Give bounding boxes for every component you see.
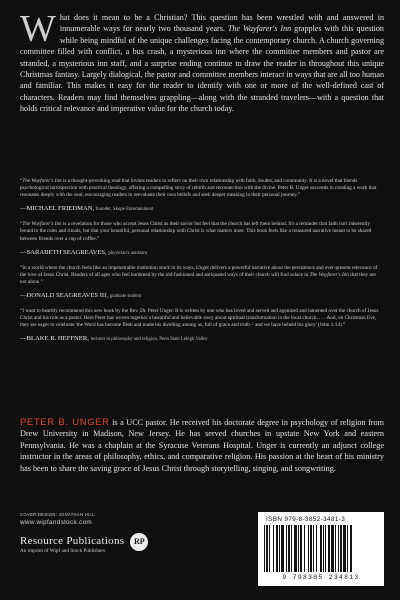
publisher-block (20, 512, 148, 554)
book-description (20, 8, 384, 115)
isbn-label: ISBN 979-8-3852-3481-3 (266, 516, 346, 523)
publisher-name: Resource Publications (20, 535, 125, 547)
endorsement-attribution (20, 205, 382, 213)
endorsement-quote (20, 308, 382, 329)
quote-open: “ (20, 221, 23, 228)
quote-book-title: The Wayfarer's Inn (22, 221, 62, 228)
endorser-name: —BLAKE R. HEFFNER, (20, 335, 89, 343)
endorsement-attribution (20, 249, 382, 257)
endorsement-quote (20, 178, 382, 199)
endorsement-quote (20, 221, 382, 242)
publisher-logo-icon: RP (130, 533, 148, 551)
endorser-role: physician's assistant (108, 250, 147, 256)
endorser-name: —MICHAEL FRIEDMAN, (20, 205, 95, 213)
drop-cap: W (20, 8, 56, 50)
endorsement-3 (20, 265, 382, 300)
quote-open: “ (20, 178, 23, 184)
description-text-2: grapples with this question while being mindful of the unique challenges facing the contemporary church. A church governing committee filled with conflict, a bus crash, a mysterious inn where the committee members and pastor are stranded, a mysterious inn staff, and a surprise ending continue to draw the reader in throughout this unique Christmas fantasy. Largely dialogical, the pastor and committee members interact in ways that are all too human and familiar. This makes it easy for the reader to identify with one or more of the well-defined cast of characters. Readers may find themselves grappling—along with the stranded travelers—with a question that holds critical relevance and imperative value for the church today. (20, 24, 384, 114)
description-book-title: The Wayfarer's Inn (227, 24, 292, 34)
barcode-number: 9 798385 234813 (282, 574, 360, 581)
endorsement-quote (20, 265, 382, 286)
author-bio (20, 417, 384, 474)
quote-text: “In a world where the church feels like an impenetrable institution stuck in its ways, Unger delivers a powerful narrative about the persistence and ever-present relevance of the love of Jesus Christ. Readers of all ages who feel burdened by the old-fashioned and antiquated ways of their church will find solace in (20, 264, 378, 278)
endorsement-attribution (20, 292, 382, 300)
cover-design-credit: COVER DESIGN: JONATHAN HILL (20, 512, 95, 517)
publisher-imprint: An imprint of Wipf and Stock Publishers (20, 548, 105, 554)
quote-text: is a thought-provoking read that invites readers to reflect on their own relationship with faith, doubts, and community. It is a novel that blends psychological introspection with practical theology, offering a compelling story of rebirth and reconnection with the divine. Peter B. Unger succeeds in creating a work that resonates deeply with the soul, encouraging readers to reevaluate their own beliefs and seek deeper meaning in their personal journey.” (20, 178, 377, 199)
endorser-role: lecturer in philosophy and religion, Penn State Lehigh Valley (90, 337, 208, 343)
quote-text: “I want to heartily recommend this new book by the Rev. Dr. Peter Unger. It is written by one who has loved and served and agonized and lamented over the church of Jesus Christ and his role as a pastor. Here Peter has woven together a beautiful and believable story about spiritual transformation in the local church. . . . And, on Christmas Eve, they are eager to celebrate 'the Word has become flesh and made his dwelling among us, full of grace and truth – and we have beheld his glory' (John 1:14).” (20, 308, 379, 329)
quote-text: is a revelation for those who accept Jesus Christ as their savior but feel that the church has left them behind. It's a reminder that faith isn't inherently bound to the rules and rituals, but that your beautiful, personal relationship with Christ is what matters most. This book feels like a treasured narrative meant to be shared between friends over a cup of coffee.” (20, 221, 372, 242)
quote-text-end: that they are not alone.” (20, 271, 376, 285)
endorsement-1 (20, 178, 382, 213)
author-bio-text: is a UCC pastor. He received his doctorate degree in psychology of religion from Drew University in Madison, New Jersey. He has served churches in upstate New York and eastern Pennsylvania. He was a chaplain at the Syracuse Veterans Hospital. Unger is currently an adjunct college instructor in the areas of philosophy, ethics, and comparative religion. His passion at the heart of his ministry has been to share the saving grace of Jesus Christ through storytelling, singing, and songwriting. (20, 418, 384, 473)
publisher-text (20, 535, 124, 554)
endorsement-attribution (20, 335, 382, 343)
endorser-role: founder, Skope Entertainment (95, 207, 154, 213)
publisher-row (20, 535, 148, 554)
endorsement-2 (20, 221, 382, 256)
publisher-url: www.wipfandstock.com (20, 519, 93, 526)
endorser-name: —DONALD SEAGREAVES III, (20, 292, 108, 300)
quote-book-title: The Wayfarer's Inn (309, 271, 349, 278)
quote-book-title: The Wayfarer's Inn (22, 178, 62, 184)
barcode-icon (264, 525, 378, 572)
description-text-1: hat does it mean to be a Christian? This question has been wrestled with and answered in innumerable ways for nearly two thousand years. (59, 13, 384, 34)
endorser-name: —SARABETH SEAGREAVES, (20, 248, 107, 256)
author-name: PETER B. UNGER (20, 417, 110, 428)
endorsements (20, 178, 382, 352)
endorsement-4 (20, 308, 382, 343)
barcode-panel (258, 512, 384, 586)
endorser-role: graduate student (109, 294, 142, 300)
